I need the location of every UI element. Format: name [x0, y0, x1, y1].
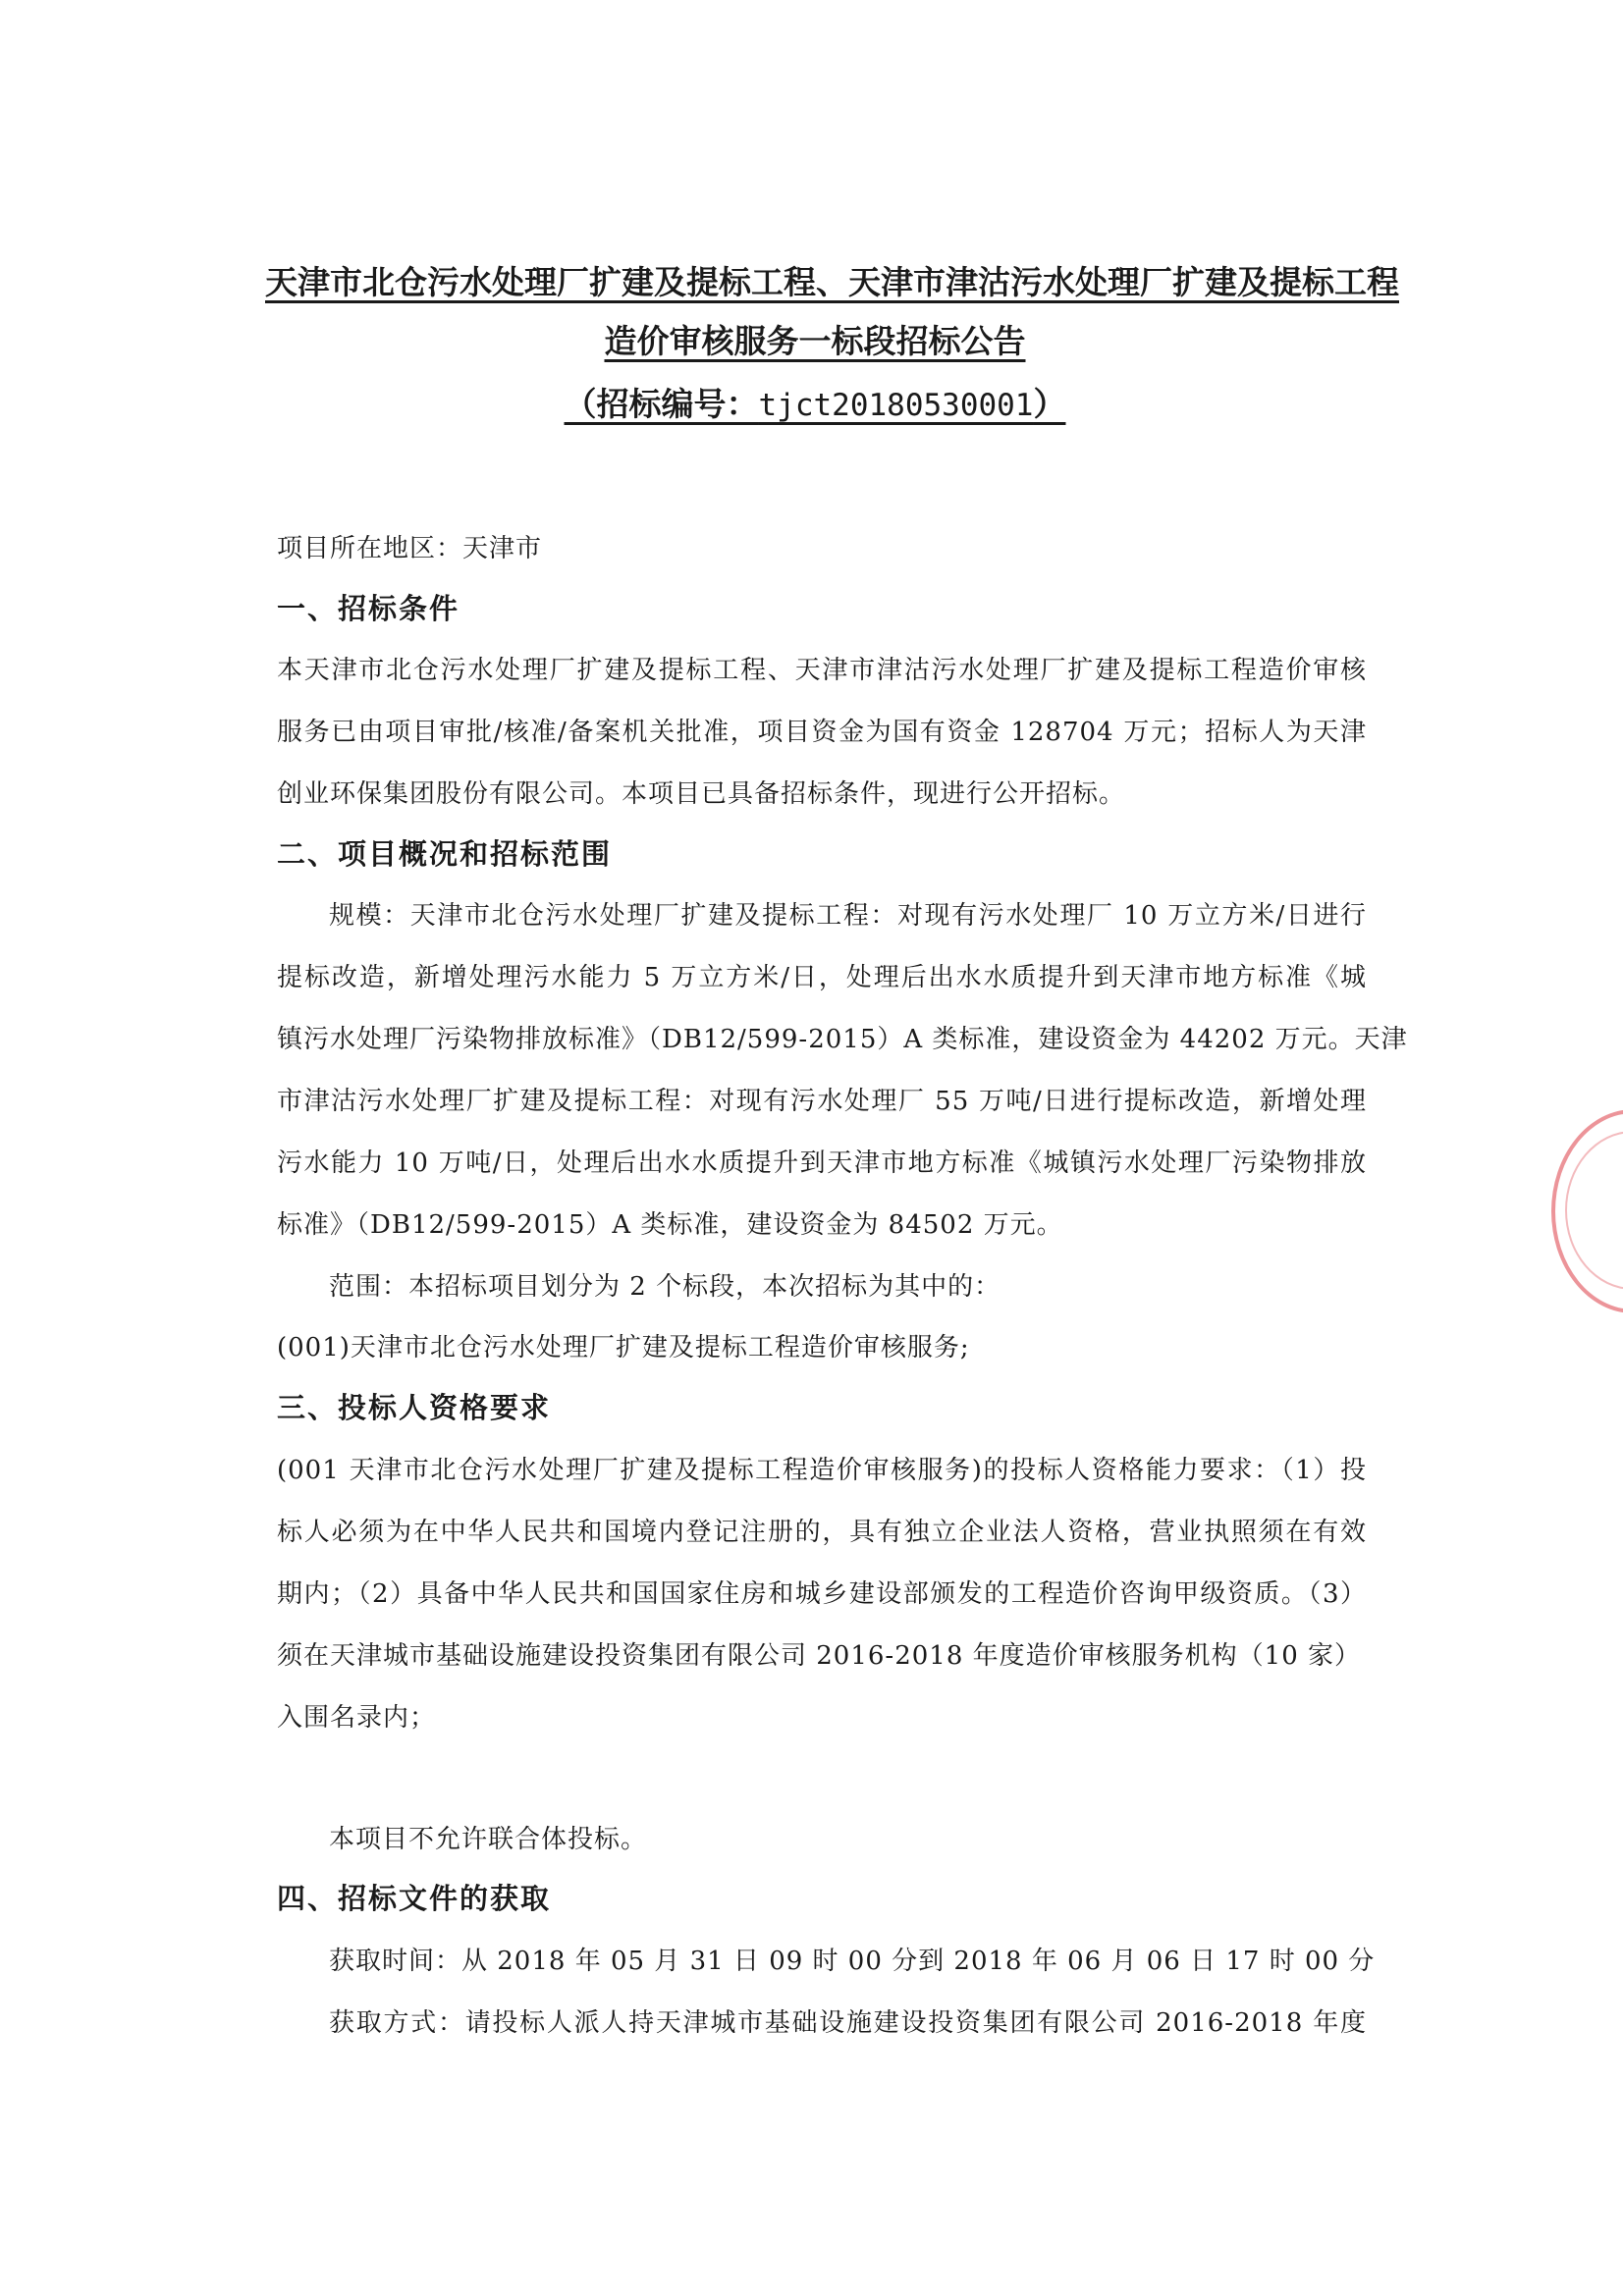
tender-number-code: tjct20180530001 [758, 388, 1034, 423]
section-3-line: 标人必须为在中华人民共和国境内登记注册的，具有独立企业法人资格，营业执照须在有效 [277, 1518, 1367, 1547]
section-1-heading: 一、招标条件 [277, 592, 460, 625]
acquisition-method: 获取方式：请投标人派人持天津城市基础设施建设投资集团有限公司 2016-2018 年度 [329, 2008, 1367, 2038]
section-2-line: 污水能力 10 万吨/日，处理后出水水质提升到天津市地方标准《城镇污水处理厂污染物排放 [277, 1148, 1367, 1178]
section-1-line: 服务已由项目审批/核准/备案机关批准，项目资金为国有资金 128704 万元；招标人为天津 [277, 718, 1367, 747]
tender-number-suffix: ） [1033, 385, 1066, 423]
section-1-line: 创业环保集团股份有限公司。本项目已具备招标条件，现进行公开招标。 [277, 779, 1126, 809]
section-3-line: 须在天津城市基础设施建设投资集团有限公司 2016-2018 年度造价审核服务机构（10 家） [277, 1641, 1361, 1671]
document-title-line-1: 天津市北仓污水处理厂扩建及提标工程、天津市津沽污水处理厂扩建及提标工程 [265, 263, 1399, 301]
section-2-heading: 二、项目概况和招标范围 [277, 837, 613, 871]
project-region: 项目所在地区：天津市 [277, 534, 543, 563]
section-2-line: 镇污水处理厂污染物排放标准》（DB12/599-2015）A 类标准，建设资金为 44202 万元。天津 [277, 1025, 1408, 1054]
document-title-line-2: 造价审核服务一标段招标公告 [604, 322, 1026, 360]
section-2-line: 规模：天津市北仓污水处理厂扩建及提标工程：对现有污水处理厂 10 万立方米/日进行 [329, 901, 1367, 931]
section-3-line: 入围名录内； [277, 1703, 437, 1733]
section-2-scope: 范围：本招标项目划分为 2 个标段，本次招标为其中的： [329, 1272, 1001, 1302]
section-4-heading: 四、招标文件的获取 [277, 1882, 552, 1915]
red-seal-inner-ring [1565, 1131, 1623, 1290]
section-1-line: 本天津市北仓污水处理厂扩建及提标工程、天津市津沽污水处理厂扩建及提标工程造价审核 [277, 656, 1367, 685]
acquisition-time: 获取时间：从 2018 年 05 月 31 日 09 时 00 分到 2018 年 06 月 06 日 17 时 00 分 [329, 1947, 1376, 1976]
section-2-line: 提标改造，新增处理污水能力 5 万立方米/日，处理后出水水质提升到天津市地方标准《城 [277, 963, 1367, 992]
tender-number-prefix: （招标编号： [564, 385, 759, 423]
section-3-heading: 三、投标人资格要求 [277, 1391, 552, 1424]
section-2-line: 标准》（DB12/599-2015）A 类标准，建设资金为 84502 万元。 [277, 1210, 1063, 1240]
section-2-scope-item: (001)天津市北仓污水处理厂扩建及提标工程造价审核服务; [277, 1333, 970, 1362]
no-consortium-note: 本项目不允许联合体投标。 [329, 1825, 648, 1854]
red-seal-stamp [1551, 1109, 1623, 1313]
section-3-line: (001 天津市北仓污水处理厂扩建及提标工程造价审核服务)的投标人资格能力要求：（1）投 [277, 1456, 1367, 1485]
tender-number [265, 379, 1365, 425]
section-3-line: 期内；（2）具备中华人民共和国国家住房和城乡建设部颁发的工程造价咨询甲级资质。（3） [277, 1579, 1367, 1609]
section-2-line: 市津沽污水处理厂扩建及提标工程：对现有污水处理厂 55 万吨/日进行提标改造，新增处理 [277, 1087, 1367, 1116]
